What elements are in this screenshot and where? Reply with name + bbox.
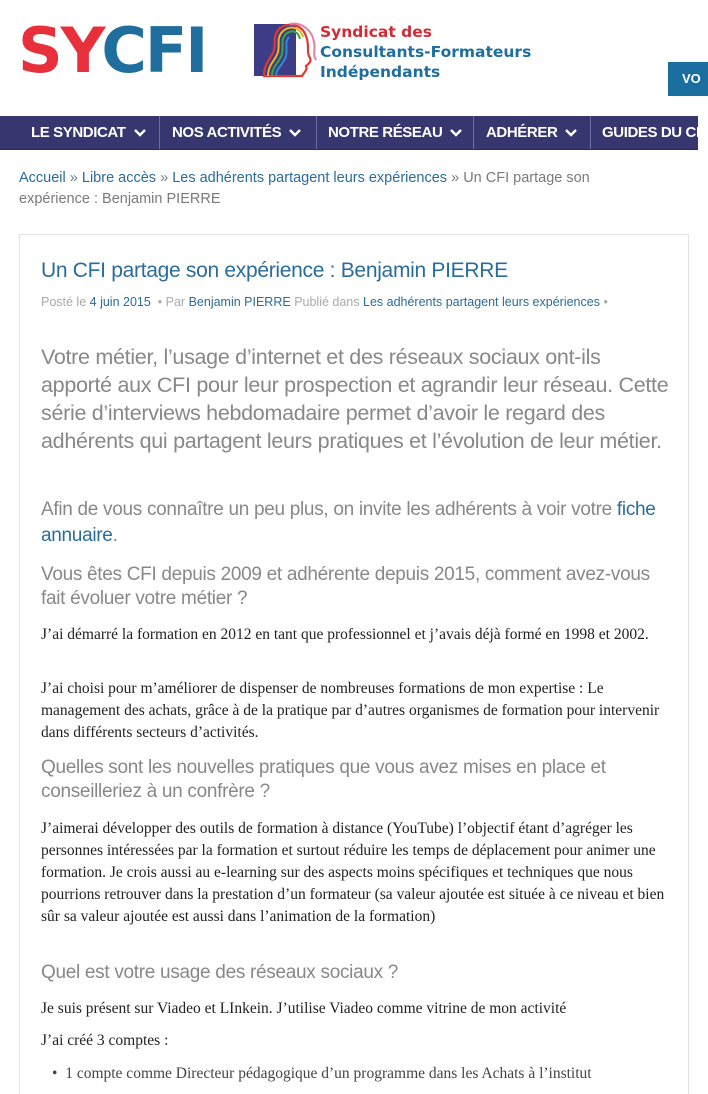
site-header (0, 0, 701, 116)
header-action-button[interactable]: VO (668, 62, 708, 96)
logo-sy: SY (18, 14, 102, 87)
logo-emblem-icon (250, 18, 322, 80)
article-intro (41, 497, 671, 549)
nav-divider (159, 116, 160, 149)
chevron-down-icon (289, 129, 301, 137)
breadcrumb-separator: » (69, 170, 78, 186)
main-nav (0, 116, 708, 150)
logo-cfi: CFI (101, 14, 207, 87)
nav-divider (473, 116, 474, 149)
nav-item-nos-activites[interactable] (172, 116, 301, 149)
paragraph-1: J’ai démarré la formation en 2012 en tant que professionnel et j’avais déjà formé en 1998 et 2002. (41, 626, 649, 643)
logo-tagline-line1: Syndicat des (320, 23, 432, 41)
article-meta (41, 295, 608, 309)
paragraph-5: J’ai créé 3 comptes : (41, 1032, 169, 1049)
nav-divider (590, 116, 591, 149)
meta-by-label: • Par (157, 295, 186, 309)
logo-tagline (320, 22, 531, 82)
question-heading-1: Vous êtes CFI depuis 2009 et adhérente depuis 2015, comment avez-vous fait évoluer votre métier ? (41, 564, 650, 609)
question-heading-2: Quelles sont les nouvelles pratiques que vous avez mises en place et conseilleriez à un confrère ? (41, 757, 606, 802)
meta-posted-label: Posté le (41, 295, 87, 309)
nav-item-label: LE SYNDICAT (31, 124, 126, 141)
nav-item-le-syndicat[interactable] (31, 116, 146, 149)
breadcrumb (19, 168, 659, 210)
meta-trail: • (603, 295, 608, 309)
list-item: • 1 compte comme Directeur pédagogique d’un programme dans les Achats à l’institut (52, 1065, 592, 1082)
nav-divider (316, 116, 317, 149)
nav-item-label: GUIDES DU CFI (602, 124, 708, 141)
chevron-down-icon (450, 129, 462, 137)
logo-wordmark (18, 14, 207, 87)
nav-item-label: NOS ACTIVITÉS (172, 124, 282, 141)
meta-published-label: Publié dans (294, 295, 360, 309)
article-card (19, 234, 689, 1094)
nav-item-guides[interactable] (602, 116, 708, 149)
breadcrumb-current: Un CFI partage son expérience : Benjamin PIERRE (19, 170, 590, 207)
nav-item-label: NOTRE RÉSEAU (328, 124, 443, 141)
nav-item-adherer[interactable] (486, 116, 577, 149)
logo-tagline-line3: Indépendants (320, 63, 441, 81)
article-lead: Votre métier, l’usage d’internet et des réseaux sociaux ont-ils apporté aux CFI pour leur prospection et agrandir leur réseau. Cette série d’interviews hebdomadaire permet d’avoir le regard des adhérents qui partagent leurs pratiques et l’évolution de leur métier. (41, 345, 669, 453)
question-heading-3: Quel est votre usage des réseaux sociaux ? (41, 962, 399, 983)
article-title[interactable]: Un CFI partage son expérience : Benjamin PIERRE (41, 259, 508, 282)
meta-category-link[interactable]: Les adhérents partagent leurs expériences (363, 295, 600, 309)
breadcrumb-libre-acces-link[interactable]: Libre accès (81, 170, 157, 186)
breadcrumb-category-link[interactable]: Les adhérents partagent leurs expériences (172, 170, 448, 186)
nav-item-label: ADHÉRER (486, 124, 558, 141)
nav-item-notre-reseau[interactable] (328, 116, 462, 149)
site-logo[interactable] (18, 14, 538, 87)
intro-text: Afin de vous connaître un peu plus, on invite les adhérents à voir votre (41, 499, 612, 520)
chevron-down-icon (565, 129, 577, 137)
breadcrumb-separator: » (451, 170, 460, 186)
paragraph-3: J’aimerai développer des outils de formation à distance (YouTube) l’objectif étant d’agréger les personnes intéressées par la formation et surtout réduire les temps de déplacement pour animer une formation. Je crois aussi au e-learning sur des aspects moins spécifiques et techniques que nous pourrions retrouver dans la prestation d’un formateur (sa valeur ajoutée est située à ce niveau et bien sûr sa valeur ajoutée est aussi dans l’animation de la formation) (41, 820, 665, 925)
intro-end: . (112, 525, 118, 546)
paragraph-2: J’ai choisi pour m’améliorer de dispenser de nombreuses formations de mon expertise : Le management des achats, grâce à de la pratique par d’autres organismes de formation pour intervenir dans différents secteurs d’activités. (41, 680, 660, 741)
meta-author-link[interactable]: Benjamin PIERRE (188, 295, 291, 309)
meta-date-link[interactable]: 4 juin 2015 (89, 295, 151, 309)
logo-tagline-line2: Consultants-Formateurs (320, 43, 532, 61)
list-item-text: 1 compte comme Directeur pédagogique d’un programme dans les Achats à l’institut (65, 1065, 592, 1082)
paragraph-4: Je suis présent sur Viadeo et LInkein. J’utilise Viadeo comme vitrine de mon activité (41, 1000, 567, 1017)
breadcrumb-home-link[interactable]: Accueil (19, 170, 66, 186)
breadcrumb-separator: » (160, 170, 169, 186)
chevron-down-icon (134, 129, 146, 137)
fiche-annuaire-link[interactable]: fiche annuaire (41, 499, 656, 546)
